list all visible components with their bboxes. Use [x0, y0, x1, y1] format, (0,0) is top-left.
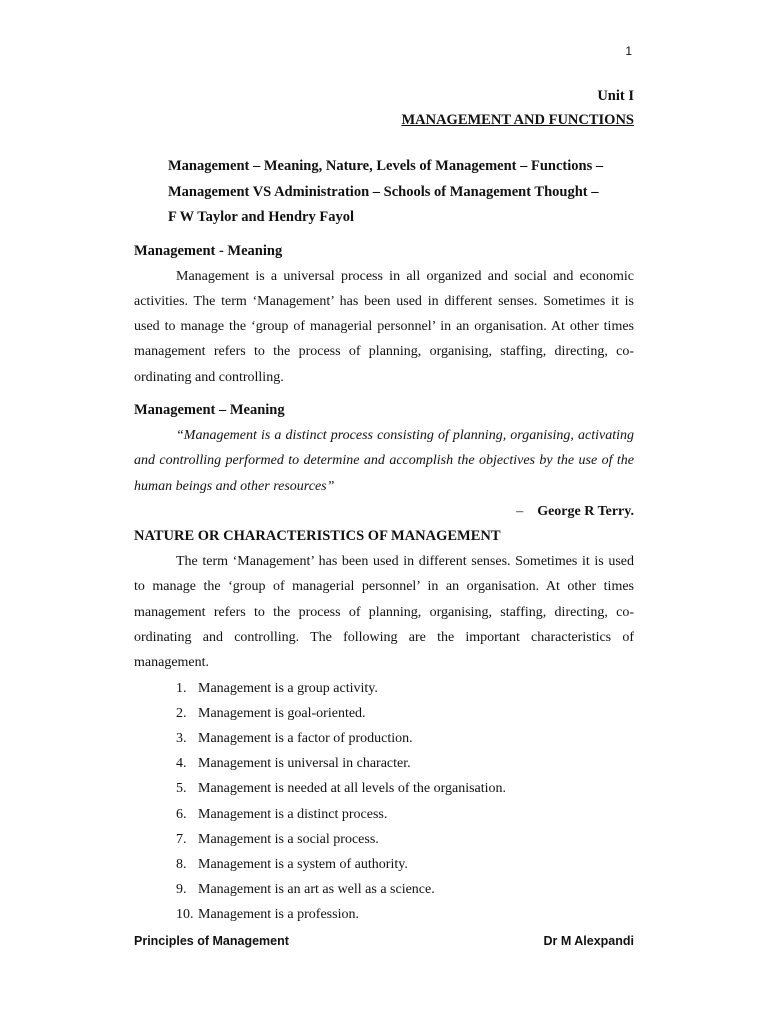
list-item — [176, 852, 634, 877]
list-item — [176, 877, 634, 902]
document-title: MANAGEMENT AND FUNCTIONS — [401, 112, 634, 128]
list-item-text: Management is a profession. — [198, 907, 359, 923]
list-item — [176, 902, 634, 927]
list-item-text: Management is goal-oriented. — [198, 705, 366, 721]
list-item — [176, 726, 634, 751]
list-item-number: 9. — [176, 882, 187, 898]
footer-course-title: Principles of Management — [134, 934, 289, 948]
list-item — [176, 802, 634, 827]
topic-line: Management – Meaning, Nature, Levels of Management – Functions – — [168, 158, 604, 174]
list-item-text: Management is a factor of production. — [198, 731, 413, 747]
nature-paragraph: The term ‘Management’ has been used in different senses. Sometimes it is used to manage the ‘group of managerial personnel’ in an organisation. At other times management refers to the process of planning, organising, staffing, directing, co-ordinating and controlling. The following are the important characteristics of management. — [134, 554, 634, 671]
list-item-number: 10. — [176, 907, 194, 923]
list-item — [176, 701, 634, 726]
quote-author — [134, 499, 634, 524]
page-number: 1 — [625, 44, 632, 58]
section-heading-meaning: Management - Meaning — [134, 242, 283, 259]
list-item-number: 1. — [176, 680, 187, 696]
author-dash: – — [516, 503, 524, 519]
list-item — [176, 751, 634, 776]
list-item-text: Management is universal in character. — [198, 756, 411, 772]
section-heading-definition: Management – Meaning — [134, 401, 285, 418]
list-item-number: 2. — [176, 705, 187, 721]
list-item-number: 4. — [176, 756, 187, 772]
unit-label: Unit I — [597, 88, 634, 104]
topic-line: Management VS Administration – Schools of Management Thought – — [168, 183, 599, 200]
topic-line: F W Taylor and Hendry Fayol — [168, 209, 354, 225]
footer-author: Dr M Alexpandi — [543, 934, 634, 948]
author-name: George R Terry. — [537, 503, 634, 519]
list-item-text: Management is a system of authority. — [198, 857, 408, 873]
list-item-text: Management is a group activity. — [198, 680, 378, 696]
list-item — [176, 827, 634, 852]
list-item-text: Management is needed at all levels of the organisation. — [198, 781, 507, 797]
definition-quote: “Management is a distinct process consisting of planning, organising, activating and controlling performed to determine and accomplish the objectives by the use of the human beings and other resources” — [134, 427, 634, 494]
list-item — [176, 676, 634, 701]
list-item-number: 8. — [176, 857, 187, 873]
list-item-text: Management is a social process. — [198, 831, 379, 847]
list-item-number: 5. — [176, 781, 187, 797]
list-item — [176, 776, 634, 801]
list-item-number: 3. — [176, 731, 187, 747]
meaning-paragraph: Management is a universal process in all organized and social and economic activities. The term ‘Management’ has been used in different senses. Sometimes it is used to manage the ‘group of managerial personnel’ in an organisation. At other times management refers to the process of planning, organising, staffing, directing, co-ordinating and controlling. — [134, 268, 634, 385]
list-item-number: 7. — [176, 831, 187, 847]
page-content — [134, 84, 634, 928]
topics-list — [168, 154, 634, 231]
page-footer — [134, 934, 634, 948]
list-item-text: Management is an art as well as a science. — [198, 882, 435, 898]
section-heading-nature: NATURE OR CHARACTERISTICS OF MANAGEMENT — [134, 528, 501, 545]
characteristics-list — [134, 676, 634, 928]
list-item-text: Management is a distinct process. — [198, 806, 388, 822]
list-item-number: 6. — [176, 806, 187, 822]
